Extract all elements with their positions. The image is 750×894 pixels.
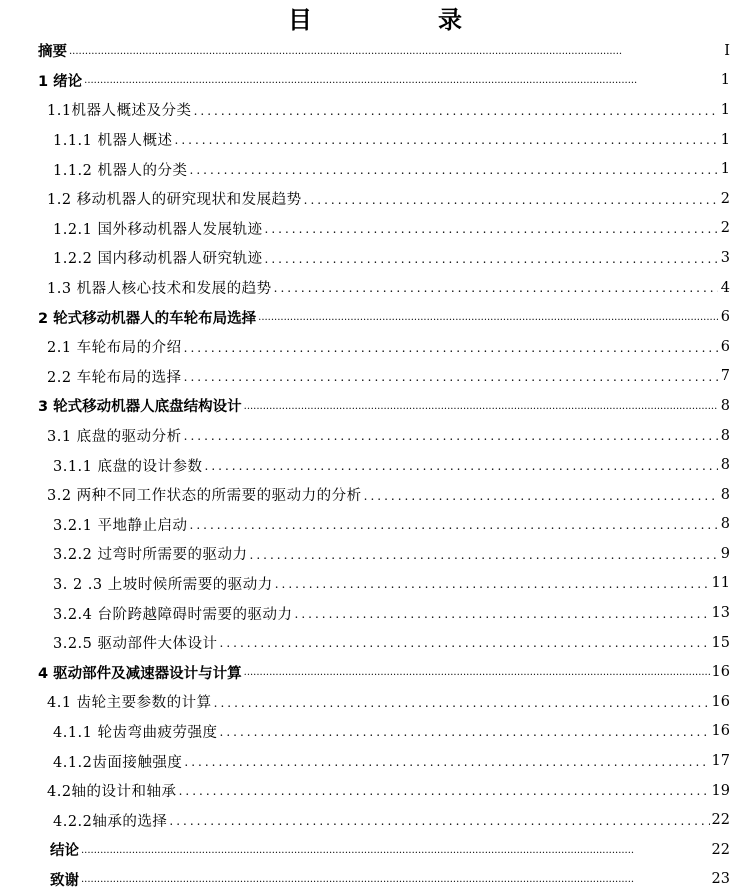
toc-entry-4-1-2[interactable] [0,746,750,776]
dot-leader [214,696,710,710]
dot-leader [220,725,710,739]
toc-entry-1-3[interactable] [0,273,750,303]
toc-entry-page: 2 [720,220,730,237]
toc-list [0,36,750,894]
toc-entry-page: 1 [720,131,730,148]
toc-entry-conclusion[interactable] [0,835,750,865]
dot-leader [175,133,718,147]
toc-entry-page: 19 [711,782,730,799]
toc-title-char-2: 录 [438,6,462,34]
toc-entry-chapter-1[interactable] [0,66,750,96]
dot-leader [275,577,710,591]
toc-entry-label: 3. 2 .3 上坡时候所需要的驱动力 [53,576,273,593]
toc-entry-label: 致谢 [50,872,79,889]
toc-entry-page: 15 [711,634,730,651]
toc-entry-label: 3.2.1 平地静止启动 [53,517,188,534]
toc-entry-4-2[interactable] [0,776,750,806]
toc-entry-3-2-1[interactable] [0,510,750,540]
toc-entry-page: 8 [720,397,730,414]
toc-entry-label: 3.1 底盘的驱动分析 [47,429,182,446]
toc-entry-chapter-4[interactable] [0,657,750,687]
toc-entry-page: 16 [711,723,730,740]
dot-leader [295,607,710,621]
toc-title [0,4,750,36]
toc-entry-3-2-3[interactable] [0,569,750,599]
dot-leader [244,666,710,680]
dot-leader [81,873,710,887]
toc-entry-label: 摘要 [38,44,67,61]
toc-entry-label: 1.1.1 机器人概述 [53,133,173,150]
toc-entry-1-1-2[interactable] [0,154,750,184]
dot-leader [205,459,718,473]
toc-entry-page: 23 [711,871,730,888]
dot-leader [258,311,718,325]
toc-entry-1-2-2[interactable] [0,243,750,273]
toc-entry-page: 1 [720,101,730,118]
toc-entry-3-1-1[interactable] [0,450,750,480]
dot-leader [69,45,718,59]
toc-entry-abstract[interactable] [0,36,750,66]
dot-leader [84,74,718,88]
toc-entry-4-2-2[interactable] [0,805,750,835]
dot-leader [265,252,718,266]
toc-entry-label: 4 驱动部件及减速器设计与计算 [38,665,242,682]
toc-entry-page: 7 [720,368,730,385]
dot-leader [169,814,709,828]
toc-entry-label: 4.1 齿轮主要参数的计算 [47,695,212,712]
toc-entry-page: 9 [720,545,730,562]
toc-entry-label: 1.1机器人概述及分类 [47,103,192,120]
toc-entry-page: 13 [711,605,730,622]
toc-entry-page: 6 [720,309,730,326]
toc-entry-label: 2 轮式移动机器人的车轮布局选择 [38,310,257,327]
dot-leader [364,489,718,503]
toc-entry-3-2-5[interactable] [0,628,750,658]
toc-entry-page: 8 [720,457,730,474]
dot-leader [179,784,710,798]
dot-leader [265,222,718,236]
dot-leader [194,104,718,118]
toc-entry-label: 1.1.2 机器人的分类 [53,162,188,179]
toc-entry-label: 3.2.2 过弯时所需要的驱动力 [53,547,248,564]
toc-entry-label: 结论 [50,843,79,860]
dot-leader [220,636,710,650]
toc-entry-label: 4.1.1 轮齿弯曲疲劳强度 [53,724,218,741]
toc-entry-label: 3.2.4 台阶跨越障碍时需要的驱动力 [53,606,293,623]
dot-leader [250,548,718,562]
toc-entry-page: 3 [720,249,730,266]
toc-entry-acknowledgements[interactable] [0,865,750,894]
toc-entry-4-1[interactable] [0,687,750,717]
toc-entry-label: 3.2 两种不同工作状态的所需要的驱动力的分析 [47,488,362,505]
toc-entry-label: 2.1 车轮布局的介绍 [47,340,182,357]
dot-leader [184,755,709,769]
dot-leader [190,518,718,532]
dot-leader [184,429,718,443]
toc-entry-1-1[interactable] [0,95,750,125]
toc-entry-chapter-2[interactable] [0,302,750,332]
dot-leader [184,370,718,384]
toc-entry-label: 1.3 机器人核心技术和发展的趋势 [47,281,272,298]
toc-entry-label: 3 轮式移动机器人底盘结构设计 [38,399,242,416]
toc-entry-label: 4.1.2齿面接触强度 [53,754,183,771]
toc-entry-label: 3.2.5 驱动部件大体设计 [53,636,218,653]
toc-entry-label: 4.2.2轴承的选择 [53,813,168,830]
toc-entry-page: 6 [720,338,730,355]
toc-entry-3-2-2[interactable] [0,539,750,569]
toc-entry-page: 17 [711,753,730,770]
toc-entry-1-2[interactable] [0,184,750,214]
toc-entry-page: 1 [720,72,730,89]
toc-entry-page: I [724,42,730,59]
toc-entry-page: 8 [720,486,730,503]
toc-entry-page: 22 [711,812,730,829]
toc-entry-label: 1.2 移动机器人的研究现状和发展趋势 [47,192,302,209]
toc-entry-1-1-1[interactable] [0,125,750,155]
toc-entry-page: 16 [711,693,730,710]
toc-entry-label: 2.2 车轮布局的选择 [47,369,182,386]
dot-leader [274,281,718,295]
toc-entry-label: 4.2轴的设计和轴承 [47,784,177,801]
toc-entry-3-1[interactable] [0,421,750,451]
toc-entry-3-2[interactable] [0,480,750,510]
dot-leader [190,163,718,177]
toc-entry-label: 1 绪论 [38,73,83,90]
toc-entry-2-1[interactable] [0,332,750,362]
toc-entry-page: 1 [720,161,730,178]
toc-entry-label: 3.1.1 底盘的设计参数 [53,458,203,475]
toc-entry-page: 11 [711,575,730,592]
toc-entry-chapter-3[interactable] [0,391,750,421]
toc-entry-3-2-4[interactable] [0,598,750,628]
dot-leader [244,400,718,414]
toc-entry-page: 4 [720,279,730,296]
toc-entry-page: 8 [720,427,730,444]
toc-entry-label: 1.2.1 国外移动机器人发展轨迹 [53,221,263,238]
toc-entry-1-2-1[interactable] [0,214,750,244]
dot-leader [184,341,718,355]
toc-entry-page: 8 [720,516,730,533]
dot-leader [81,844,710,858]
toc-title-char-1: 目 [288,6,312,34]
toc-entry-label: 1.2.2 国内移动机器人研究轨迹 [53,251,263,268]
dot-leader [304,193,718,207]
toc-entry-page: 16 [711,664,730,681]
toc-entry-4-1-1[interactable] [0,717,750,747]
toc-entry-2-2[interactable] [0,362,750,392]
toc-entry-page: 22 [711,841,730,858]
toc-entry-page: 2 [720,190,730,207]
